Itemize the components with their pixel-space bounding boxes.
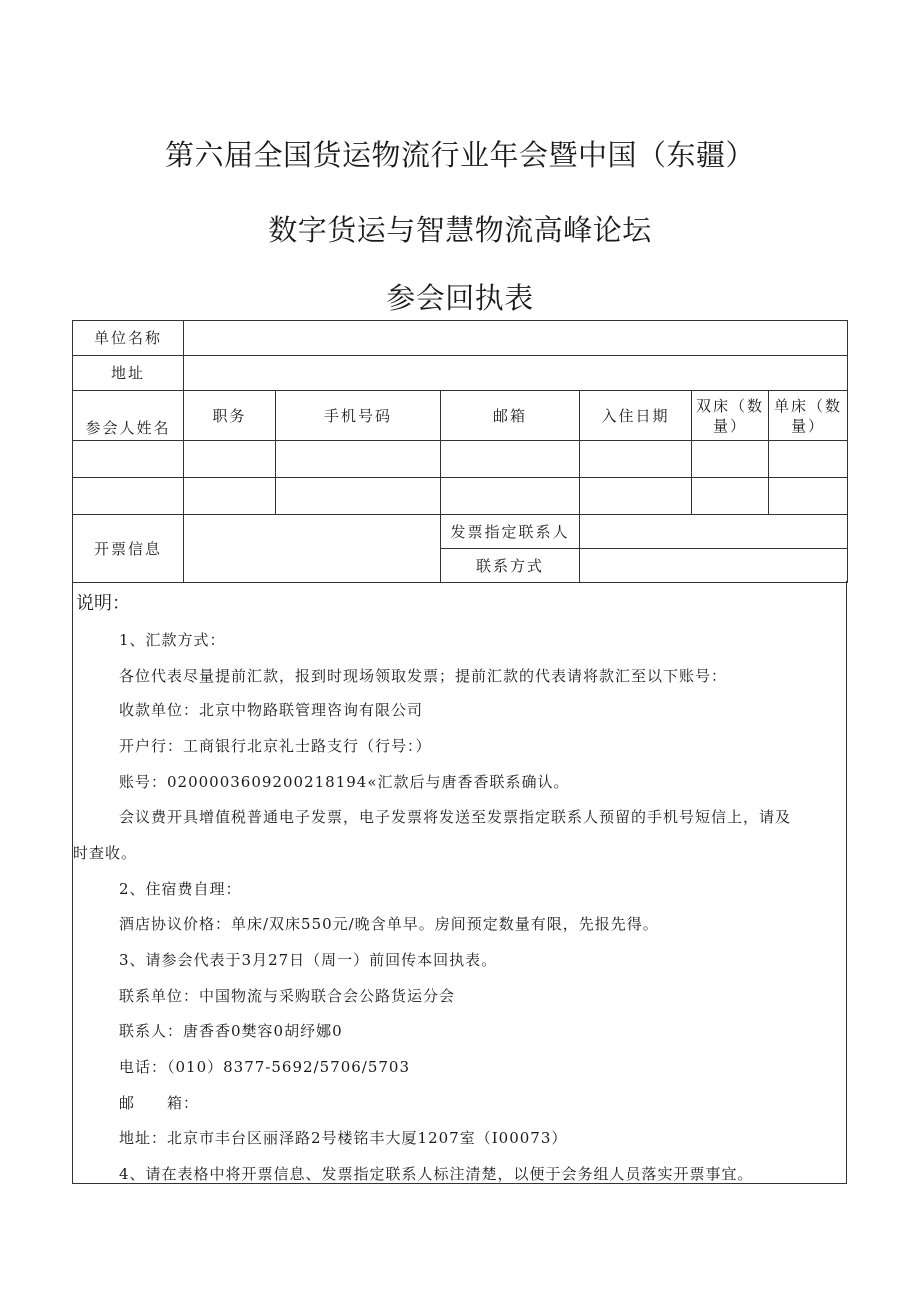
contact-address: 地址：北京市丰台区丽泽路2号楼铭丰大厦1207室（I00073） [119, 1129, 568, 1147]
contact-unit: 联系单位：中国物流与采购联合会公路货运分会 [119, 987, 456, 1005]
deadline-note: 3、请参会代表于3月27日（周一）前回传本回执表。 [119, 951, 498, 969]
invoice-contact-label: 发票指定联系人 [441, 515, 580, 549]
unit-name-field[interactable] [184, 321, 848, 356]
checkin-date-cell[interactable] [580, 478, 692, 515]
invoice-info-label: 开票信息 [73, 515, 184, 583]
lodging-title: 2、住宿费自理： [119, 880, 242, 898]
single-bed-cell[interactable] [769, 478, 848, 515]
address-field[interactable] [184, 356, 848, 391]
email-cell[interactable] [441, 478, 580, 515]
invoice-reminder: 4、请在表格中将开票信息、发票指定联系人标注清楚，以便于会务组人员落实开票事宜。 [119, 1165, 754, 1183]
phone-cell[interactable] [276, 441, 441, 478]
notes-section [72, 581, 847, 1184]
contact-method-field[interactable] [580, 549, 848, 583]
contact-email: 邮 箱： [119, 1094, 200, 1112]
title-line-1: 第六届全国货运物流行业年会暨中国（东疆） [164, 138, 755, 172]
account-info: 账号：0200003609200218194«汇款后与唐香香联系确认。 [119, 773, 570, 791]
hotel-price: 酒店协议价格：单床/双床550元/晚含单早。房间预定数量有限，先报先得。 [119, 915, 659, 933]
payment-method-title: 1、汇款方式： [119, 631, 226, 649]
unit-name-label: 单位名称 [73, 321, 184, 356]
position-cell[interactable] [184, 478, 276, 515]
invoice-contact-field[interactable] [580, 515, 848, 549]
attendee-name-cell[interactable] [73, 478, 184, 515]
contact-person: 联系人：唐香香0樊容0胡纾娜0 [119, 1022, 343, 1040]
form-title: 参会回执表 [386, 281, 534, 315]
title-line-2: 数字货运与智慧物流高峰论坛 [268, 213, 652, 247]
bank-info: 开户行：工商银行北京礼士路支行（行号：） [119, 737, 432, 755]
notes-heading: 说明： [76, 593, 130, 614]
registration-form-table [72, 320, 848, 583]
single-bed-cell[interactable] [769, 441, 848, 478]
double-bed-cell[interactable] [692, 478, 769, 515]
contact-method-label: 联系方式 [441, 549, 580, 583]
double-bed-header: 双床（数量） [692, 391, 769, 441]
invoice-note: 会议费开具增值税普通电子发票，电子发票将发送至发票指定联系人预留的手机号短信上，请及 [119, 808, 792, 826]
email-cell[interactable] [441, 441, 580, 478]
checkin-date-cell[interactable] [580, 441, 692, 478]
double-bed-cell[interactable] [692, 441, 769, 478]
phone-cell[interactable] [276, 478, 441, 515]
phone-header: 手机号码 [276, 391, 441, 441]
payee-info: 收款单位：北京中物路联管理咨询有限公司 [119, 701, 424, 719]
email-header: 邮箱 [441, 391, 580, 441]
payment-instructions: 各位代表尽量提前汇款，报到时现场领取发票；提前汇款的代表请将款汇至以下账号： [119, 667, 728, 685]
position-cell[interactable] [184, 441, 276, 478]
invoice-note-cont: 时查收。 [73, 844, 138, 862]
attendee-row [73, 441, 848, 478]
attendee-name-cell[interactable] [73, 441, 184, 478]
attendee-row [73, 478, 848, 515]
attendee-name-header: 参会人姓名 [73, 391, 184, 441]
contact-phone: 电话：（010）8377-5692/5706/5703 [119, 1058, 411, 1076]
invoice-info-field[interactable] [184, 515, 441, 583]
position-header: 职务 [184, 391, 276, 441]
checkin-date-header: 入住日期 [580, 391, 692, 441]
single-bed-header: 单床（数量） [769, 391, 848, 441]
address-label: 地址 [73, 356, 184, 391]
